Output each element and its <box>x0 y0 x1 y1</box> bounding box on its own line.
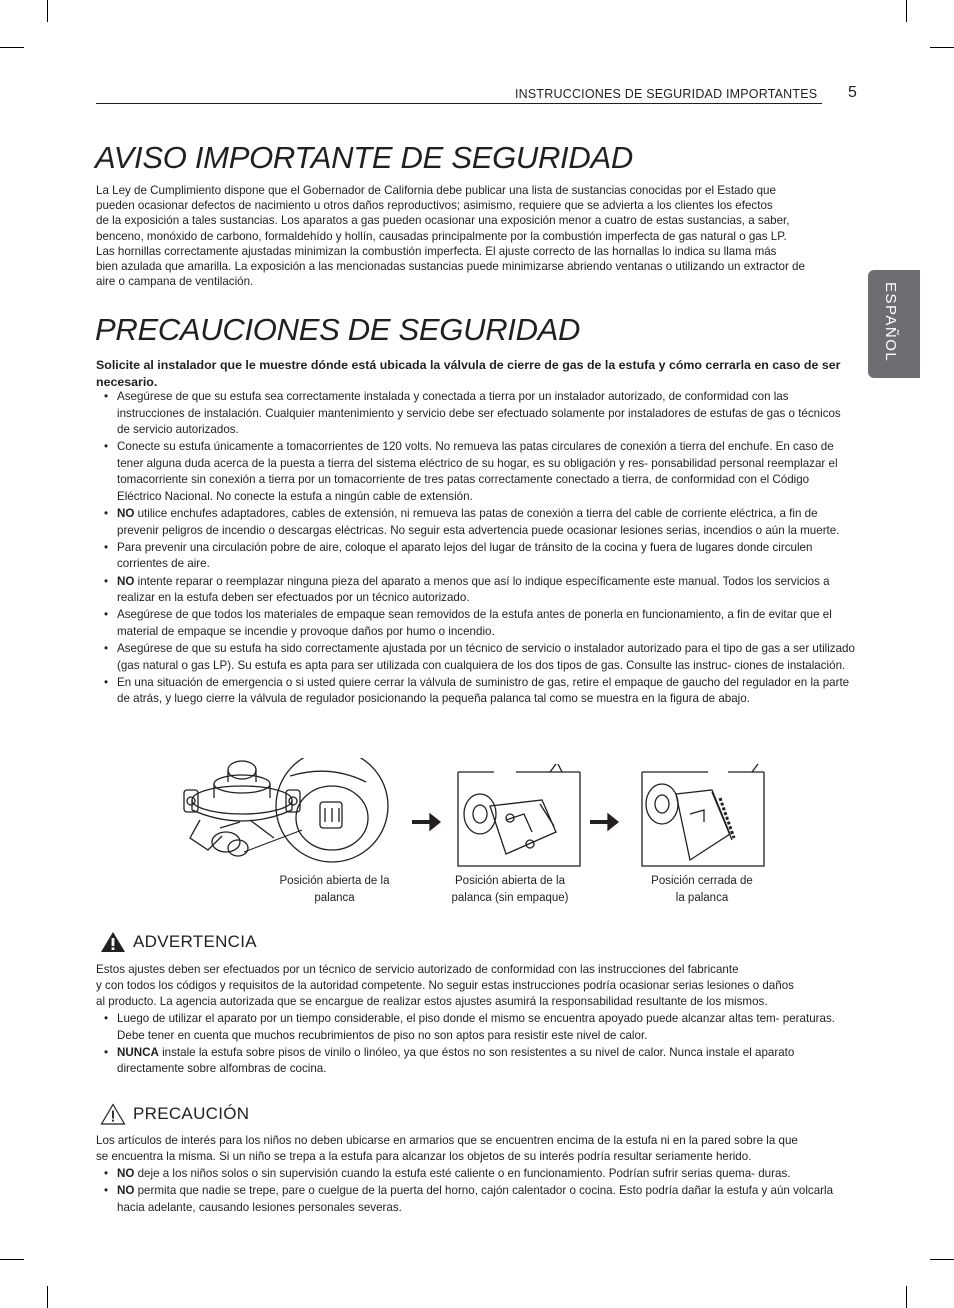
list-item: • Para prevenir una circulación pobre de aire, coloque el aparato lejos del lugar de tránsito de la cocina y fuera de lugares donde circulen corrientes de aire. <box>96 540 856 573</box>
notice-paragraph <box>96 183 860 289</box>
warning-line: y con todos los códigos y requisitos de la autoridad competente. No seguir estas instrucciones podría ocasionar serias lesiones o daños <box>96 979 794 993</box>
language-tab <box>868 270 920 378</box>
crop-mark <box>930 47 954 48</box>
figure-caption-closed: Posición cerrada de la palanca <box>651 875 753 904</box>
page-number: 5 <box>848 84 857 101</box>
warning-icon <box>100 931 126 953</box>
figure-caption-open: Posición abierta de la palanca <box>279 875 390 904</box>
caution-heading <box>100 1103 249 1125</box>
list-item: • NO utilice enchufes adaptadores, cables de extensión, ni remueva las patas de conexión a tierra del cable de corriente eléctrica, a fin de prevenir peligros de incendio o descargas eléctricas. No seguir esta advertencia puede ocasionar lesiones serias, incendios o aún la muerte. <box>96 506 856 539</box>
list-item: • NO intente reparar o reemplazar ninguna pieza del aparato a menos que así lo indique específicamente este manual. Todos los servicios a realizar en la estufa deben ser efectuados por un técnico autorizado. <box>96 574 856 607</box>
notice-line: de la exposición a tales sustancias. Los aparatos a gas pueden ocasionar una exposición menor a cuatro de estas sustancias, a saber, <box>96 214 790 228</box>
precautions-list <box>96 389 856 708</box>
notice-title: AVISO IMPORTANTE DE SEGURIDAD <box>95 140 633 175</box>
crop-mark <box>0 47 24 48</box>
caution-icon <box>100 1103 126 1125</box>
notice-line: bien azulada que amarilla. La exposición a las mencionadas sustancias puede minimizarse abriendo ventanas o utilizando un extractor de <box>96 260 805 274</box>
caution-line: se encuentra la misma. Si un niño se trepa a la estufa para alcanzar los objetos de su interés podría resultar seriamente herido. <box>96 1150 752 1164</box>
warning-line: al producto. La agencia autorizada que se encargue de realizar estos ajustes asumirá la responsabilidad resultante de los mismos. <box>96 995 768 1009</box>
list-item: • Asegúrese de que su estufa ha sido correctamente ajustada por un técnico de servicio o instalador autorizado para el tipo de gas a ser utilizado (gas natural o gas LP). Su estufa es apta para ser utilizada con cualquiera de los dos tipos de gas. Consulte las instruc- ciones de instalación. <box>96 641 856 674</box>
lever-open-no-packing-detail <box>458 764 580 866</box>
crop-mark <box>906 1286 907 1308</box>
notice-line: pueden ocasionar defectos de nacimiento u otros daños reproductivos; asimismo, requiere que se advierta a los clientes los efectos <box>96 199 773 213</box>
warning-heading <box>100 931 257 953</box>
figure-caption-open-no-packing: Posición abierta de la palanca (sin empaque) <box>451 875 569 904</box>
notice-line: Las hornillas correctamente ajustadas minimizan la combustión imperfecta. El ajuste correcto de las hornallas lo indica su llama más <box>96 244 777 258</box>
list-item: • En una situación de emergencia o si usted quiere cerrar la válvula de suministro de gas, retire el empaque de gaucho del regulador en la parte de atrás, y luego cierre la válvula de regulador posicionando la pequeña palanca tal como se muestra en la figura de abajo. <box>96 675 856 708</box>
crop-mark <box>47 1286 48 1308</box>
list-item: • NO deje a los niños solos o sin supervisión cuando la estufa esté caliente o en funcionamiento. Podrían sufrir serias quema- duras. <box>96 1166 856 1183</box>
crop-mark <box>47 0 48 22</box>
precautions-lead: Solicite al instalador que le muestre dónde está ubicada la válvula de cierre de gas de la estufa y cómo cerrarla en caso de ser necesario. <box>96 358 841 389</box>
caution-list <box>96 1166 856 1217</box>
notice-line: aire o campana de ventilación. <box>96 275 254 289</box>
notice-line: benceno, monóxido de carbono, formaldehído y hollín, causadas principalmente por la combustión imperfecta de gas natural o gas LP. <box>96 229 787 243</box>
crop-mark <box>930 1259 954 1260</box>
crop-mark <box>906 0 907 22</box>
lever-open-detail <box>276 758 388 862</box>
warning-line: Estos ajustes deben ser efectuados por un técnico de servicio autorizado de conformidad con las instrucciones del fabricante <box>96 963 739 976</box>
caution-line: Los artículos de interés para los niños no deben ubicarse en armarios que se encuentren encima de la estufa ni en la pared sobre la que <box>96 1134 798 1147</box>
crop-mark <box>0 1259 24 1260</box>
caution-title: PRECAUCIÓN <box>133 1104 250 1123</box>
precautions-title: PRECAUCIONES DE SEGURIDAD <box>95 312 581 347</box>
gas-regulator-drawing <box>184 761 300 856</box>
warning-title: ADVERTENCIA <box>133 932 257 951</box>
header-rule <box>96 103 822 104</box>
running-header: INSTRUCCIONES DE SEGURIDAD IMPORTANTES <box>515 87 818 101</box>
list-item: • NO permita que nadie se trepe, pare o cuelgue de la puerta del horno, cajón calentador o cocina. Esto podría dañar la estufa y aún volcarla hacia adelante, causando lesiones personales severas. <box>96 1183 856 1216</box>
warning-list <box>96 1011 856 1078</box>
warning-paragraph <box>96 962 860 1011</box>
regulator-lever-figure <box>180 758 780 874</box>
list-item: • Asegúrese de que todos los materiales de empaque sean removidos de la estufa antes de ponerla en funcionamiento, a fin de evitar que el material de empaque se incendie y provoque daños por humo o incendio. <box>96 607 856 640</box>
lever-closed-detail <box>642 764 764 866</box>
list-item: • Conecte su estufa únicamente a tomacorrientes de 120 volts. No remueva las patas circulares de conexión a tierra del enchufe. En caso de tener alguna duda acerca de la puesta a tierra del sistema eléctrico de su hogar, es su obligación y res- ponsabilidad personal reemplazar el tomacorriente sin conexión a tierra por un tomacorriente de tres patas correctamente conectado a tierra, de conformidad con el Código Eléctrico Nacional. No conecte la estufa a ningún cable de extensión. <box>96 439 856 505</box>
notice-line: La Ley de Cumplimiento dispone que el Gobernador de California debe publicar una lista de sustancias conocidas por el Estado que <box>96 184 776 197</box>
caution-paragraph <box>96 1133 860 1166</box>
list-item: • NUNCA instale la estufa sobre pisos de vinilo o linóleo, ya que éstos no son resistentes a su nivel de calor. Nunca instale el aparato directamente sobre alfombras de cocina. <box>96 1045 856 1078</box>
language-tab-label: ESPAÑOL <box>882 282 899 363</box>
list-item: • Asegúrese de que su estufa sea correctamente instalada y conectada a tierra por un instalador autorizado, de conformidad con las instrucciones de instalación. Cualquier mantenimiento y servicio debe ser efectuado solamente por instaladores de estufas de gas o técnicos de servicio autorizados. <box>96 389 856 439</box>
list-item: • Luego de utilizar el aparato por un tiempo considerable, el piso donde el mismo se encuentra apoyado puede alcanzar altas tem- peraturas. Debe tener en cuenta que muchos recubrimientos de piso no son aptos para resistir este nivel de calor. <box>96 1011 856 1044</box>
